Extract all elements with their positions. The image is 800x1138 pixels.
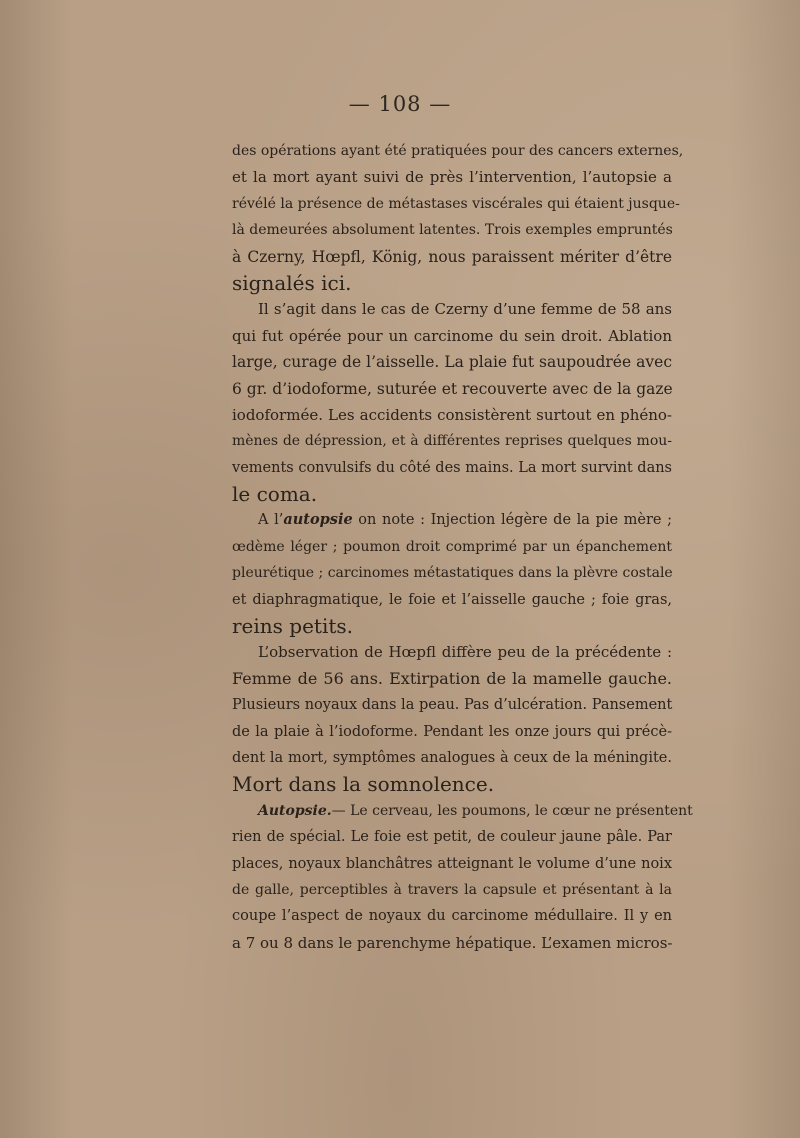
text-segment: on note : Injection légère de la pie mère ; — [352, 512, 673, 529]
text-segment: le coma. — [232, 482, 318, 507]
text-segment: coupe l’aspect de noyaux du carcinome médullaire. Il y en — [232, 908, 672, 925]
text-line — [232, 824, 672, 850]
text-segment: dent la mort, symptômes analogues à ceux de la méningite. — [232, 749, 672, 766]
text-segment: vements convulsifs du côté des mains. La mort survint dans — [232, 459, 672, 476]
text-line — [232, 851, 672, 877]
text-segment: de galle, perceptibles à travers la capsule et présentant à la — [232, 881, 672, 898]
text-line — [232, 376, 672, 402]
text-segment: Plusieurs noyaux dans la peau. Pas d’ulcération. Pansement — [232, 697, 673, 714]
text-segment: et diaphragmatique, le foie et l’aisselle gauche ; foie gras, — [232, 591, 672, 608]
text-segment: reins petits. — [232, 614, 354, 639]
text-segment: places, noyaux blanchâtres atteignant le volume d’une noix — [232, 855, 672, 872]
text-line — [232, 164, 672, 190]
page-number: — 108 — — [348, 92, 452, 116]
text-segment: œdème léger ; poumon droit comprimé par un épanchement — [232, 538, 672, 555]
text-segment: des opérations ayant été pratiquées pour des cancers externes, — [232, 143, 684, 159]
text-line — [232, 507, 672, 533]
text-line — [232, 666, 672, 692]
text-line — [232, 402, 672, 428]
text-line — [232, 138, 684, 164]
text-segment: rien de spécial. Le foie est petit, de couleur jaune pâle. Par — [232, 829, 672, 846]
text-line — [232, 639, 672, 665]
italic-term: Autopsie. — [258, 802, 332, 819]
text-segment: là demeurées absolument latentes. Trois exemples empruntés — [232, 222, 673, 239]
text-line — [232, 296, 672, 322]
text-line — [232, 903, 672, 929]
text-line — [232, 798, 693, 824]
text-segment: — Le cerveau, les poumons, le cœur ne présentent — [331, 802, 693, 819]
text-segment: large, curage de l’aisselle. La plaie fut saupoudrée avec — [232, 353, 672, 372]
text-segment: pleurétique ; carcinomes métastatiques dans la plèvre costale — [232, 565, 673, 582]
text-segment: Femme de 56 ans. Extirpation de la mamelle gauche. — [232, 668, 672, 688]
text-line — [232, 560, 672, 586]
text-segment: révélé la présence de métastases viscérales qui étaient jusque- — [232, 195, 680, 212]
text-segment: à Czerny, Hœpfl, König, nous paraissent mériter d’être — [232, 247, 672, 266]
text-segment: L’observation de Hœpfl diffère peu de la précédente : — [258, 643, 672, 662]
text-line — [232, 719, 672, 745]
body-text — [232, 138, 693, 956]
text-segment: Il s’agit dans le cas de Czerny d’une femme de 58 ans — [258, 300, 672, 319]
text-line — [232, 692, 672, 718]
text-segment: a 7 ou 8 dans le parenchyme hépatique. L’examen micros- — [232, 933, 673, 952]
text-line — [232, 587, 672, 613]
text-segment: Mort dans la somnolence. — [232, 772, 495, 797]
text-line — [232, 349, 672, 375]
text-line — [232, 613, 672, 639]
text-segment: et la mort ayant suivi de près l’intervention, l’autopsie a — [232, 168, 672, 187]
text-line — [232, 534, 672, 560]
text-segment: 6 gr. d’iodoforme, suturée et recouverte avec de la gaze — [232, 379, 673, 398]
text-line — [232, 771, 672, 797]
text-line — [232, 191, 680, 217]
italic-term: autopsie — [283, 511, 353, 529]
text-line — [232, 745, 672, 771]
text-segment: A l’ — [258, 512, 284, 529]
text-line — [232, 930, 672, 956]
text-segment: signalés ici. — [232, 270, 352, 295]
text-line — [232, 455, 672, 481]
text-line — [232, 323, 672, 349]
text-line — [232, 481, 672, 507]
text-segment: de la plaie à l’iodoforme. Pendant les onze jours qui précè- — [232, 723, 672, 740]
text-segment: mènes de dépression, et à différentes reprises quelques mou- — [232, 433, 672, 450]
text-line — [232, 244, 672, 270]
text-segment: qui fut opérée pour un carcinome du sein droit. Ablation — [232, 326, 672, 345]
text-line — [232, 877, 672, 903]
text-segment: iodoformée. Les accidents consistèrent surtout en phéno- — [232, 405, 672, 424]
text-line — [232, 217, 672, 243]
text-line — [232, 270, 672, 296]
text-line — [232, 428, 672, 454]
